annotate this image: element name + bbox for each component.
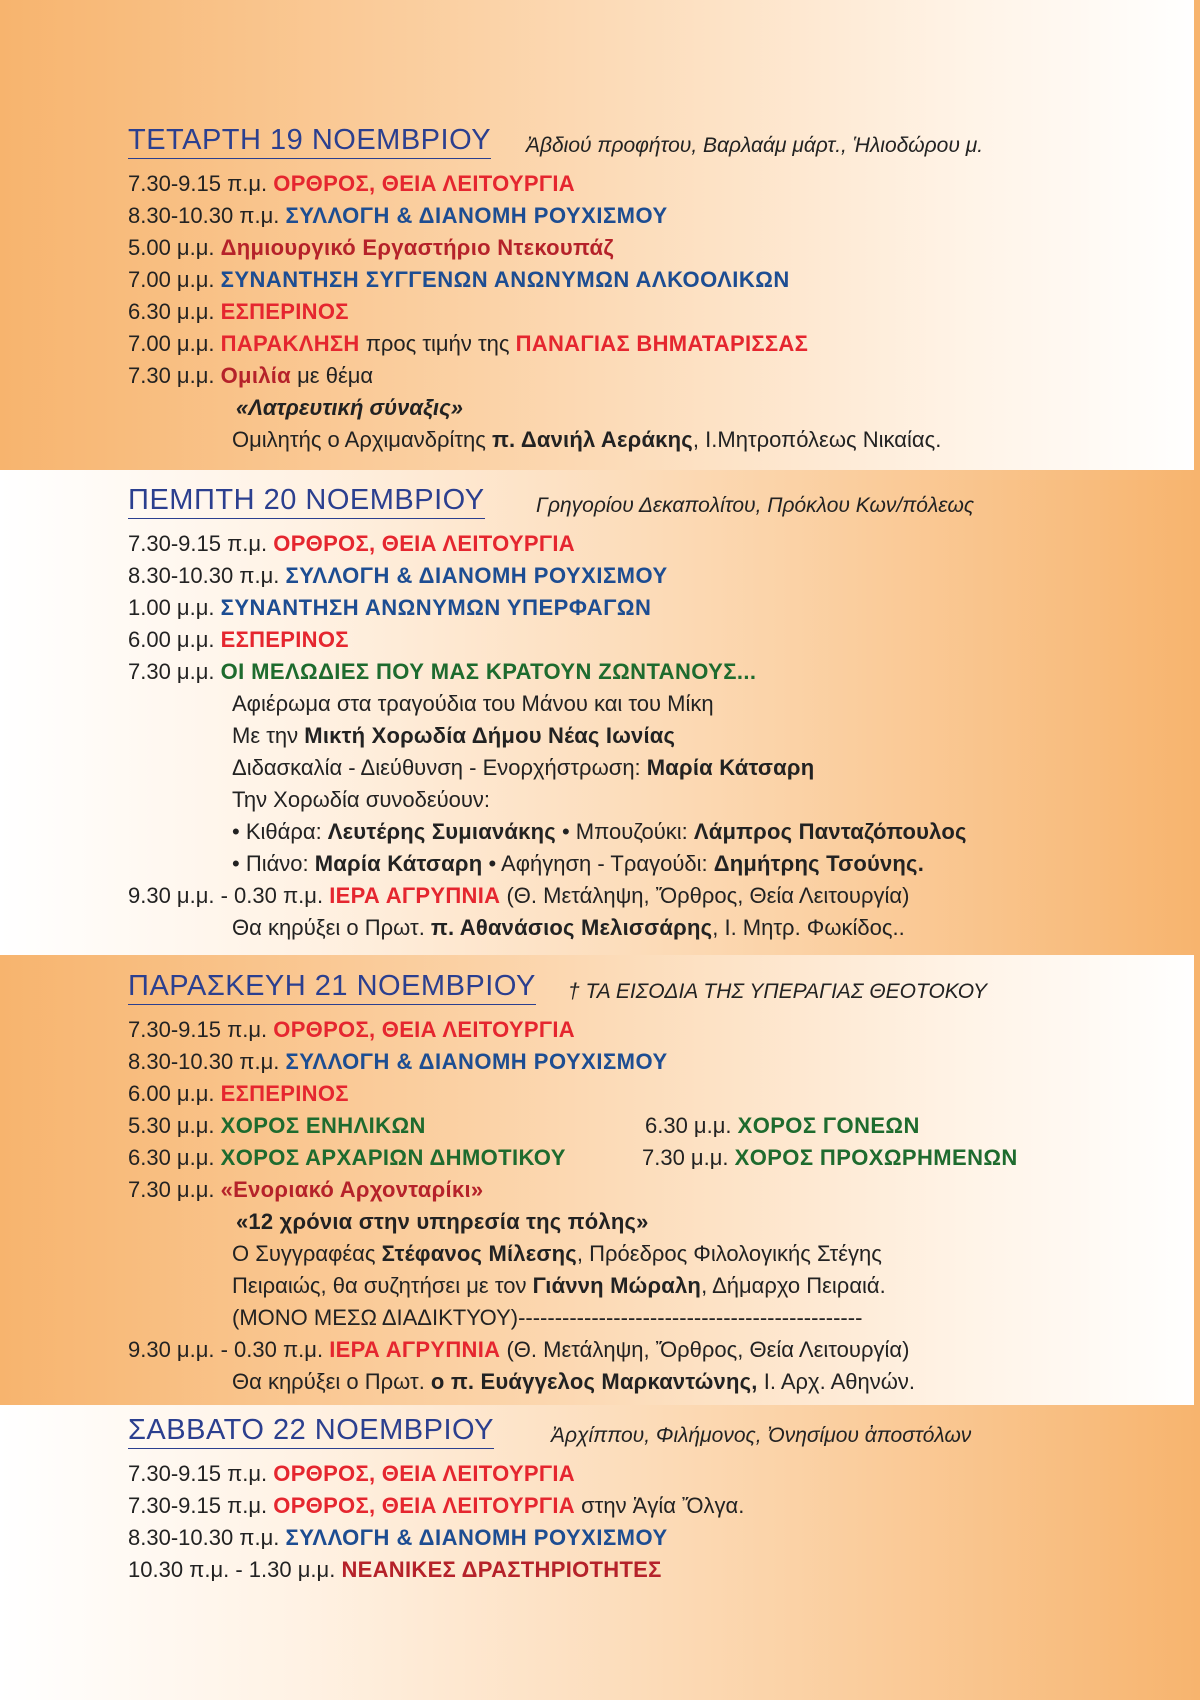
event: ΣΥΛΛΟΓΗ & ΔΙΑΝΟΜΗ ΡΟΥΧΙΣΜΟΥ xyxy=(285,1525,668,1550)
day-header xyxy=(128,482,1128,528)
schedule-line xyxy=(128,656,1128,688)
event: ΟΡΘΡΟΣ, ΘΕΙΑ ΛΕΙΤΟΥΡΓΙΑ xyxy=(273,1461,575,1486)
person-name: Δημήτρης Τσούνης. xyxy=(713,851,925,876)
event: ΣΥΝΑΝΤΗΣΗ ΑΝΩΝΥΜΩΝ ΥΠΕΡΦΑΓΩΝ xyxy=(220,595,652,620)
detail-line xyxy=(128,720,1128,752)
event-detail: με θέμα xyxy=(291,363,374,388)
time: 8.30-10.30 π.μ. xyxy=(128,203,280,228)
event: «Ενοριακό Αρχονταρίκι» xyxy=(220,1177,484,1202)
schedule-line xyxy=(128,264,1128,296)
detail-line xyxy=(128,848,1128,880)
event: ΣΥΛΛΟΓΗ & ΔΙΑΝΟΜΗ ΡΟΥΧΙΣΜΟΥ xyxy=(285,1049,668,1074)
detail-line xyxy=(128,1366,1128,1398)
person-name: Στέφανος Μίλεσης xyxy=(381,1241,577,1266)
detail-line xyxy=(128,784,1128,816)
event-detail: ΠΑΝΑΓΙΑΣ ΒΗΜΑΤΑΡΙΣΣΑΣ xyxy=(515,331,809,356)
second-column-entry xyxy=(645,1110,920,1142)
schedule-line xyxy=(128,200,1128,232)
event: ΟΡΘΡΟΣ, ΘΕΙΑ ΛΕΙΤΟΥΡΓΙΑ xyxy=(273,171,575,196)
time: 10.30 π.μ. - 1.30 μ.μ. xyxy=(128,1557,336,1582)
time: 5.30 μ.μ. xyxy=(128,1113,215,1138)
event: ΣΥΛΛΟΓΗ & ΔΙΑΝΟΜΗ ΡΟΥΧΙΣΜΟΥ xyxy=(285,203,668,228)
schedule-line xyxy=(128,560,1128,592)
online-only-note: (ΜΟΝΟ ΜΕΣΩ ΔΙΑΔΙΚΤΥΟΥ)----------------------------------------------- xyxy=(232,1305,863,1330)
person-name: Μαρία Κάτσαρη xyxy=(314,851,483,876)
time: 7.00 μ.μ. xyxy=(128,267,215,292)
event: ΠΑΡΑΚΛΗΣΗ xyxy=(220,331,360,356)
time: 8.30-10.30 π.μ. xyxy=(128,1525,280,1550)
time: 6.00 μ.μ. xyxy=(128,1081,215,1106)
detail-text: • Μπουζούκι: xyxy=(555,819,694,844)
time: 7.00 μ.μ. xyxy=(128,331,215,356)
preacher-name: ο π. Ευάγγελος Μαρκαντώνης, xyxy=(430,1369,758,1394)
event: ΟΙ ΜΕΛΩΔΙΕΣ ΠΟΥ ΜΑΣ ΚΡΑΤΟΥΝ ΖΩΝΤΑΝΟΥΣ... xyxy=(220,659,757,684)
schedule-line xyxy=(128,1522,1128,1554)
schedule-line xyxy=(128,1046,1128,1078)
detail-line xyxy=(128,1206,1128,1238)
schedule-line xyxy=(128,1078,1128,1110)
detail-text: , Ι. Μητρ. Φωκίδος.. xyxy=(712,915,905,940)
time: 6.30 μ.μ. xyxy=(128,299,215,324)
event-detail: (Θ. Μετάληψη, Ὄρθρος, Θεία Λειτουργία) xyxy=(500,1337,910,1362)
talk-subject: «12 χρόνια στην υπηρεσία της πόλης» xyxy=(236,1209,649,1234)
schedule-line xyxy=(128,624,1128,656)
schedule-line xyxy=(128,1142,1128,1174)
person-name: Γιάννη Μώραλη xyxy=(532,1273,702,1298)
schedule-line xyxy=(128,1458,1128,1490)
event: ΟΡΘΡΟΣ, ΘΕΙΑ ΛΕΙΤΟΥΡΓΙΑ xyxy=(273,1493,575,1518)
detail-line xyxy=(128,816,1128,848)
event: ΟΡΘΡΟΣ, ΘΕΙΑ ΛΕΙΤΟΥΡΓΙΑ xyxy=(273,1017,575,1042)
schedule-line xyxy=(128,1490,1128,1522)
event: ΕΣΠΕΡΙΝΟΣ xyxy=(220,1081,349,1106)
person-name: Λευτέρης Συμιανάκης xyxy=(327,819,556,844)
time: 8.30-10.30 π.μ. xyxy=(128,1049,280,1074)
detail-text: • Κιθάρα: xyxy=(232,819,328,844)
schedule-line xyxy=(128,328,1128,360)
schedule-line xyxy=(128,296,1128,328)
day-title: ΠΑΡΑΣΚΕΥΗ 21 ΝΟΕΜΒΡΙΟΥ xyxy=(128,970,536,1005)
event: ΕΣΠΕΡΙΝΟΣ xyxy=(220,299,349,324)
schedule-line xyxy=(128,232,1128,264)
day-section-thursday xyxy=(128,482,1128,944)
time: 7.30-9.15 π.μ. xyxy=(128,1493,268,1518)
event: Ομιλία xyxy=(220,363,291,388)
detail-text: Ι. Αρχ. Αθηνών. xyxy=(757,1369,916,1394)
event: ΧΟΡΟΣ ΑΡΧΑΡΙΩΝ ΔΗΜΟΤΙΚΟΥ xyxy=(220,1145,566,1170)
schedule-line xyxy=(128,1110,1128,1142)
time: 8.30-10.30 π.μ. xyxy=(128,563,280,588)
detail-text: , Πρόεδρος Φιλολογικής Στέγης xyxy=(576,1241,882,1266)
detail-line xyxy=(128,688,1128,720)
event: ΧΟΡΟΣ ΓΟΝΕΩΝ xyxy=(737,1113,920,1138)
preacher-name: π. Αθανάσιος Μελισσάρης xyxy=(430,915,713,940)
detail-line xyxy=(128,1270,1128,1302)
time: 7.30 μ.μ. xyxy=(128,363,215,388)
saints-of-day: Γρηγορίου Δεκαπολίτου, Πρόκλου Κων/πόλεως xyxy=(536,494,975,517)
schedule-line xyxy=(128,528,1128,560)
event: ΣΥΛΛΟΓΗ & ΔΙΑΝΟΜΗ ΡΟΥΧΙΣΜΟΥ xyxy=(285,563,668,588)
event: ΧΟΡΟΣ ΕΝΗΛΙΚΩΝ xyxy=(220,1113,426,1138)
saints-of-day: Ἀρχίππου, Φιλήμονος, Ὀνησίμου ἀποστόλων xyxy=(551,1424,972,1447)
time: 9.30 μ.μ. - 0.30 π.μ. xyxy=(128,883,324,908)
time: 6.30 μ.μ. xyxy=(645,1113,732,1138)
detail-text: Θα κηρύξει ο Πρωτ. xyxy=(232,1369,431,1394)
detail-text: Αφιέρωμα στα τραγούδια του Μάνου και του Μίκη xyxy=(232,691,714,716)
saints-of-day: Ἀβδιού προφήτου, Βαρλαάμ μάρτ., Ἡλιοδώρου μ. xyxy=(526,134,984,157)
detail-text: Διδασκαλία - Διεύθυνση - Ενορχήστρωση: xyxy=(232,755,647,780)
day-title: ΠΕΜΠΤΗ 20 ΝΟΕΜΒΡΙΟΥ xyxy=(128,484,485,519)
detail-line xyxy=(128,1302,1128,1334)
day-title: ΣΑΒΒΑΤΟ 22 ΝΟΕΜΒΡΙΟΥ xyxy=(128,1414,494,1449)
time: 6.30 μ.μ. xyxy=(128,1145,215,1170)
detail-text: • Πιάνο: xyxy=(232,851,315,876)
schedule-line xyxy=(128,1014,1128,1046)
time: 9.30 μ.μ. - 0.30 π.μ. xyxy=(128,1337,324,1362)
day-header xyxy=(128,122,1128,168)
event-detail: (Θ. Μετάληψη, Ὄρθρος, Θεία Λειτουργία) xyxy=(500,883,910,908)
talk-subject: «Λατρευτική σύναξις» xyxy=(236,395,463,420)
detail-line xyxy=(128,1238,1128,1270)
event: ΟΡΘΡΟΣ, ΘΕΙΑ ΛΕΙΤΟΥΡΓΙΑ xyxy=(273,531,575,556)
detail-text: , Ι.Μητροπόλεως Νικαίας. xyxy=(692,427,942,452)
time: 7.30 μ.μ. xyxy=(128,1177,215,1202)
schedule-line xyxy=(128,1174,1128,1206)
event: ΧΟΡΟΣ ΠΡΟΧΩΡΗΜΕΝΩΝ xyxy=(734,1145,1018,1170)
person-name: Λάμπρος Πανταζόπουλος xyxy=(693,819,967,844)
event: ΣΥΝΑΝΤΗΣΗ ΣΥΓΓΕΝΩΝ ΑΝΩΝΥΜΩΝ ΑΛΚΟΟΛΙΚΩΝ xyxy=(220,267,790,292)
feast-of-day: † ΤΑ ΕΙΣΟΔΙΑ ΤΗΣ ΥΠΕΡΑΓΙΑΣ ΘΕΟΤΟΚΟΥ xyxy=(568,980,987,1003)
detail-text: Ομιλητής ο Αρχιμανδρίτης xyxy=(232,427,492,452)
second-column-entry xyxy=(642,1142,1018,1174)
event: ΕΣΠΕΡΙΝΟΣ xyxy=(220,627,349,652)
time: 5.00 μ.μ. xyxy=(128,235,215,260)
event: ΙΕΡΑ ΑΓΡΥΠΝΙΑ xyxy=(329,1337,501,1362)
event: ΙΕΡΑ ΑΓΡΥΠΝΙΑ xyxy=(329,883,501,908)
event-detail: στην Ἁγία Ὄλγα. xyxy=(574,1493,745,1518)
person-name: Μαρία Κάτσαρη xyxy=(646,755,815,780)
detail-line xyxy=(128,912,1128,944)
detail-line xyxy=(128,752,1128,784)
detail-text: Με την xyxy=(232,723,305,748)
day-section-friday xyxy=(128,968,1128,1398)
detail-text: , Δήμαρχο Πειραιά. xyxy=(701,1273,886,1298)
event: Δημιουργικό Εργαστήριο Ντεκουπάζ xyxy=(220,235,614,260)
day-section-wednesday xyxy=(128,122,1128,456)
schedule-line xyxy=(128,360,1128,392)
time: 7.30-9.15 π.μ. xyxy=(128,1461,268,1486)
schedule-line xyxy=(128,1554,1128,1586)
time: 6.00 μ.μ. xyxy=(128,627,215,652)
event: ΝΕΑΝΙΚΕΣ ΔΡΑΣΤΗΡΙΟΤΗΤΕΣ xyxy=(341,1557,662,1582)
detail-text: • Αφήγηση - Τραγούδι: xyxy=(482,851,714,876)
day-section-saturday xyxy=(128,1412,1128,1586)
schedule-line xyxy=(128,880,1128,912)
choir-name: Μικτή Χορωδία Δήμου Νέας Ιωνίας xyxy=(304,723,676,748)
detail-text: Ο Συγγραφέας xyxy=(232,1241,382,1266)
time: 7.30-9.15 π.μ. xyxy=(128,531,268,556)
schedule-line xyxy=(128,592,1128,624)
day-header xyxy=(128,968,1128,1014)
detail-line xyxy=(128,392,1128,424)
time: 7.30 μ.μ. xyxy=(128,659,215,684)
time: 7.30-9.15 π.μ. xyxy=(128,171,268,196)
time: 7.30-9.15 π.μ. xyxy=(128,1017,268,1042)
detail-text: Πειραιώς, θα συζητήσει με τον xyxy=(232,1273,533,1298)
detail-text: Την Χορωδία συνοδεύουν: xyxy=(232,787,491,812)
speaker-name: π. Δανιήλ Αεράκης xyxy=(492,427,693,452)
day-header xyxy=(128,1412,1128,1458)
time: 1.00 μ.μ. xyxy=(128,595,215,620)
event-detail: προς τιμήν της xyxy=(359,331,516,356)
detail-line xyxy=(128,424,1128,456)
schedule-line xyxy=(128,168,1128,200)
time: 7.30 μ.μ. xyxy=(642,1145,729,1170)
day-title: ΤΕΤΑΡΤΗ 19 ΝΟΕΜΒΡΙΟΥ xyxy=(128,124,491,159)
detail-text: Θα κηρύξει ο Πρωτ. xyxy=(232,915,431,940)
schedule-line xyxy=(128,1334,1128,1366)
